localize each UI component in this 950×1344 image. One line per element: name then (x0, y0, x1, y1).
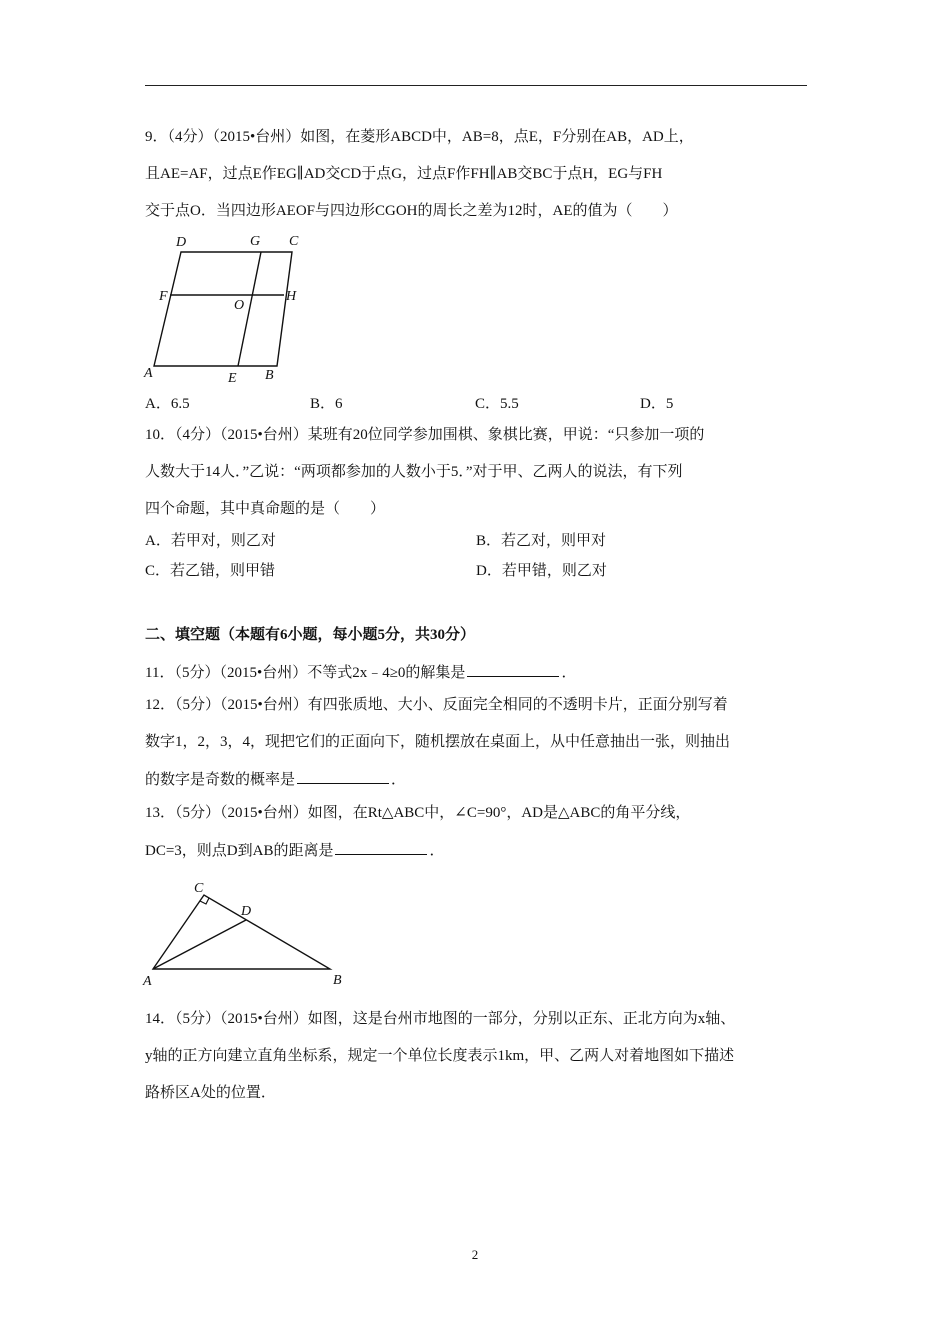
q10-option-c: C．若乙错，则甲错 (145, 563, 276, 579)
q12-line-1: 12．（5分）（2015•台州）有四张质地、大小、反面完全相同的不透明卡片，正面分别写着 (145, 697, 728, 713)
label-d: D (241, 904, 252, 919)
label-a: A (143, 974, 152, 989)
label-e: E (228, 371, 237, 386)
q9-option-b: B．6 (310, 396, 343, 412)
page-number: 2 (471, 1247, 479, 1262)
q12-text: 的数字是奇数的概率是 (145, 772, 296, 788)
rhombus-abcd (154, 252, 292, 366)
label-d: D (176, 235, 187, 250)
q10-line-3: 四个命题，其中真命题的是（ ） (145, 501, 386, 517)
q9-line-1: 9．（4分）（2015•台州）如图，在菱形ABCD中，AB=8，点E，F分别在AB，AD上， (145, 129, 694, 145)
q14-line-3: 路桥区A处的位置． (145, 1085, 276, 1101)
q12-answer-blank[interactable] (297, 769, 389, 784)
label-g: G (250, 234, 261, 249)
q12-end: ． (391, 772, 407, 788)
q12-line-3 (145, 769, 406, 790)
q11-end: ． (561, 665, 577, 681)
label-f: F (159, 289, 168, 304)
label-o: O (234, 298, 245, 313)
label-b: B (333, 973, 342, 988)
q9-line-3: 交于点O．当四边形AEOF与四边形CGOH的周长之差为12时，AE的值为（ ） (145, 203, 678, 219)
label-c: C (289, 234, 299, 249)
q10-option-b: B．若乙对，则甲对 (476, 533, 607, 549)
q14-line-2: y轴的正方向建立直角坐标系，规定一个单位长度表示1km，甲、乙两人对着地图如下描述 (145, 1048, 735, 1064)
q13-line-2 (145, 840, 444, 861)
q10-option-d: D．若甲错，则乙对 (476, 563, 607, 579)
q13-answer-blank[interactable] (335, 840, 427, 855)
section-heading: 二、填空题（本题有6小题，每小题5分，共30分） (145, 627, 476, 643)
q13-end: ． (429, 843, 445, 859)
q10-option-a: A．若甲对，则乙对 (145, 533, 276, 549)
q11-line (145, 662, 576, 683)
q9-option-a: A．6.5 (145, 396, 190, 412)
header-rule (145, 85, 807, 86)
q12-line-2: 数字1，2，3，4，现把它们的正面向下，随机摆放在桌面上，从中任意抽出一张，则抽出 (145, 734, 731, 750)
q10-line-1: 10．（4分）（2015•台州）某班有20位同学参加围棋、象棋比赛，甲说：“只参加一项的 (145, 427, 705, 443)
q11-text: 11．（5分）（2015•台州）不等式2x﹣4≥0的解集是 (145, 665, 466, 681)
q14-line-1: 14．（5分）（2015•台州）如图，这是台州市地图的一部分，分别以正东、正北方向为x轴、 (145, 1011, 736, 1027)
q9-option-d: D．5 (640, 396, 674, 412)
label-a: A (144, 366, 153, 381)
rhombus-figure (140, 228, 320, 388)
segment-ad (153, 920, 246, 969)
q13-text: DC=3，则点D到AB的距离是 (145, 843, 334, 859)
label-c: C (194, 881, 204, 896)
q13-line-1: 13．（5分）（2015•台州）如图，在Rt△ABC中，∠C=90°，AD是△ABC的角平分线， (145, 805, 691, 821)
label-b: B (265, 368, 274, 383)
q9-option-c: C．5.5 (475, 396, 519, 412)
q10-line-2: 人数大于14人．”乙说：“两项都参加的人数小于5．”对于甲、乙两人的说法，有下列 (145, 464, 683, 480)
q9-line-2: 且AE=AF，过点E作EG∥AD交CD于点G，过点F作FH∥AB交BC于点H，EG与FH (145, 166, 663, 182)
q11-answer-blank[interactable] (467, 662, 559, 677)
triangle-figure (140, 875, 360, 995)
label-h: H (286, 289, 297, 304)
